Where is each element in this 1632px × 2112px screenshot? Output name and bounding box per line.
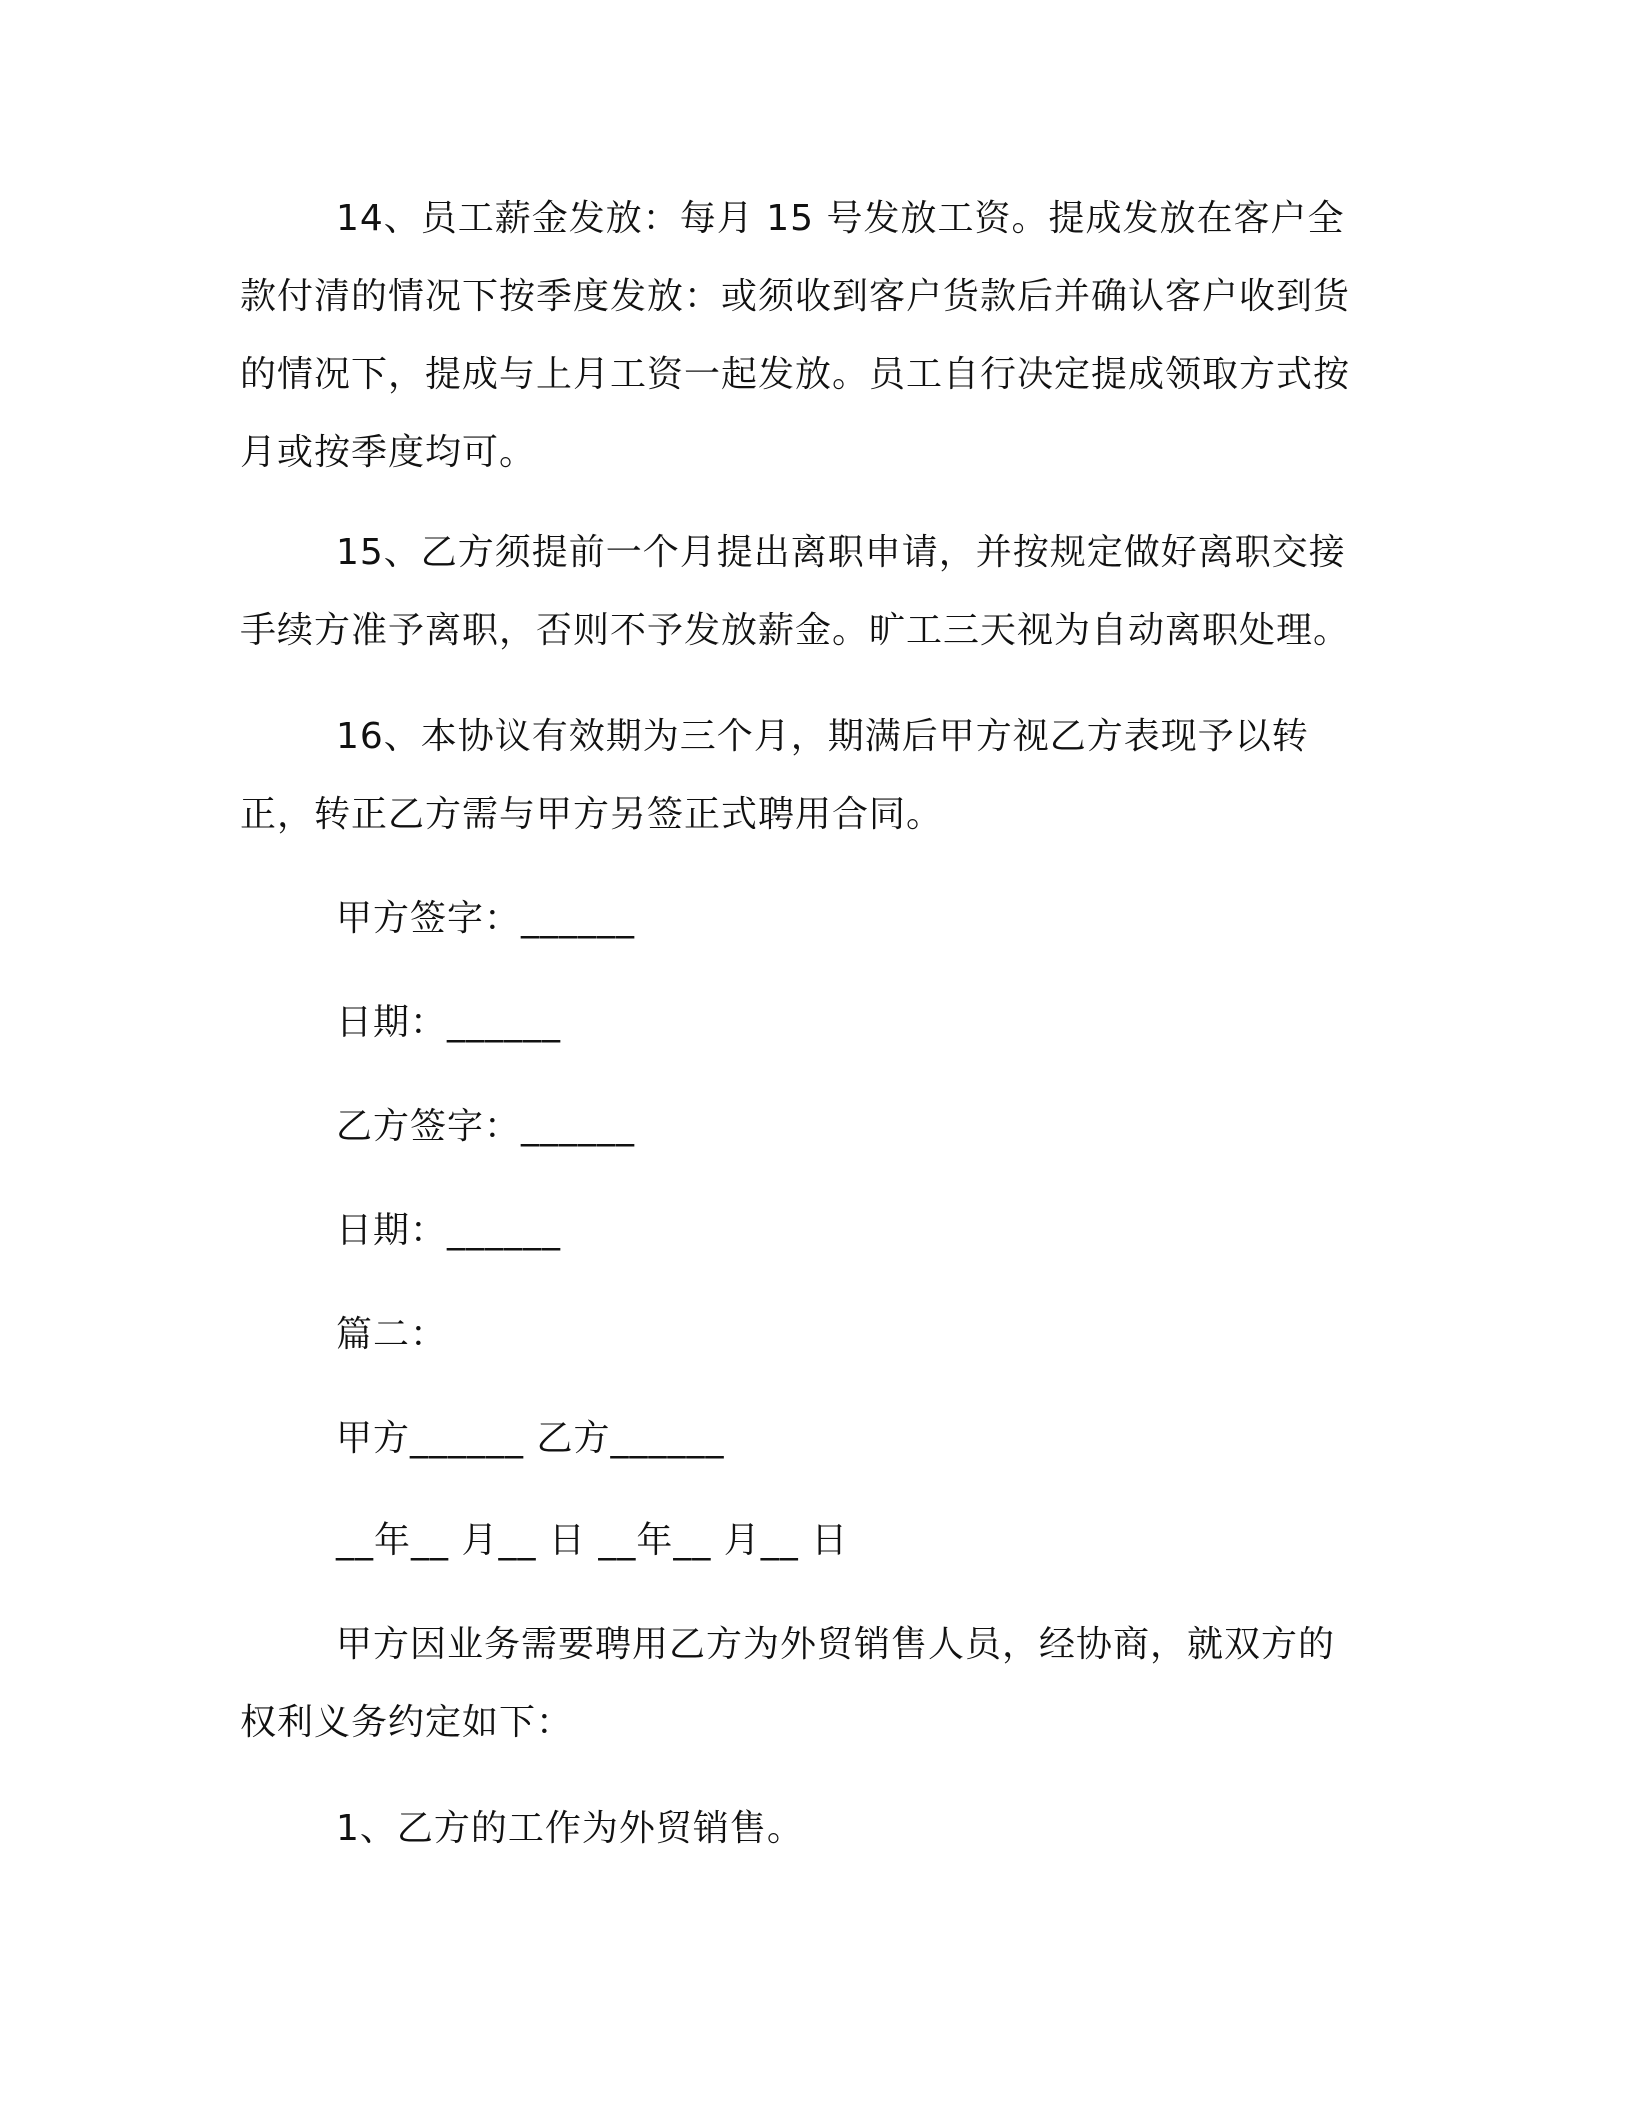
dates-line: __年__ 月__ 日 __年__ 月__ 日 xyxy=(336,1520,849,1561)
party-a-date-line: 日期：______ xyxy=(336,1002,562,1043)
clause-1: 1、乙方的工作为外贸销售。 xyxy=(336,1808,804,1849)
parties-line: 甲方______ 乙方______ xyxy=(336,1418,725,1459)
intro-paragraph: 甲方因业务需要聘用乙方为外贸销售人员，经协商，就双方的权利义务约定如下： xyxy=(240,1624,1336,1743)
section-heading: 篇二： xyxy=(336,1314,448,1355)
paragraph-15-resignation: 15、乙方须提前一个月提出离职申请，并按规定做好离职交接手续方准予离职，否则不予发放薪金。旷工三天视为自动离职处理。 xyxy=(240,532,1351,651)
paragraph-14-salary-payment: 14、员工薪金发放：每月 15 号发放工资。提成发放在客户全款付清的情况下按季度发放：或须收到客户货款后并确认客户收到货的情况下，提成与上月工资一起发放。员工自行决定提成领取方式按月或按季度均可。 xyxy=(240,198,1351,473)
paragraph-16-validity: 16、本协议有效期为三个月，期满后甲方视乙方表现予以转正，转正乙方需与甲方另签正式聘用合同。 xyxy=(240,716,1309,835)
party-b-signature-line: 乙方签字：______ xyxy=(336,1106,636,1147)
party-a-signature-line: 甲方签字：______ xyxy=(336,898,636,939)
party-b-date-line: 日期：______ xyxy=(336,1210,562,1251)
